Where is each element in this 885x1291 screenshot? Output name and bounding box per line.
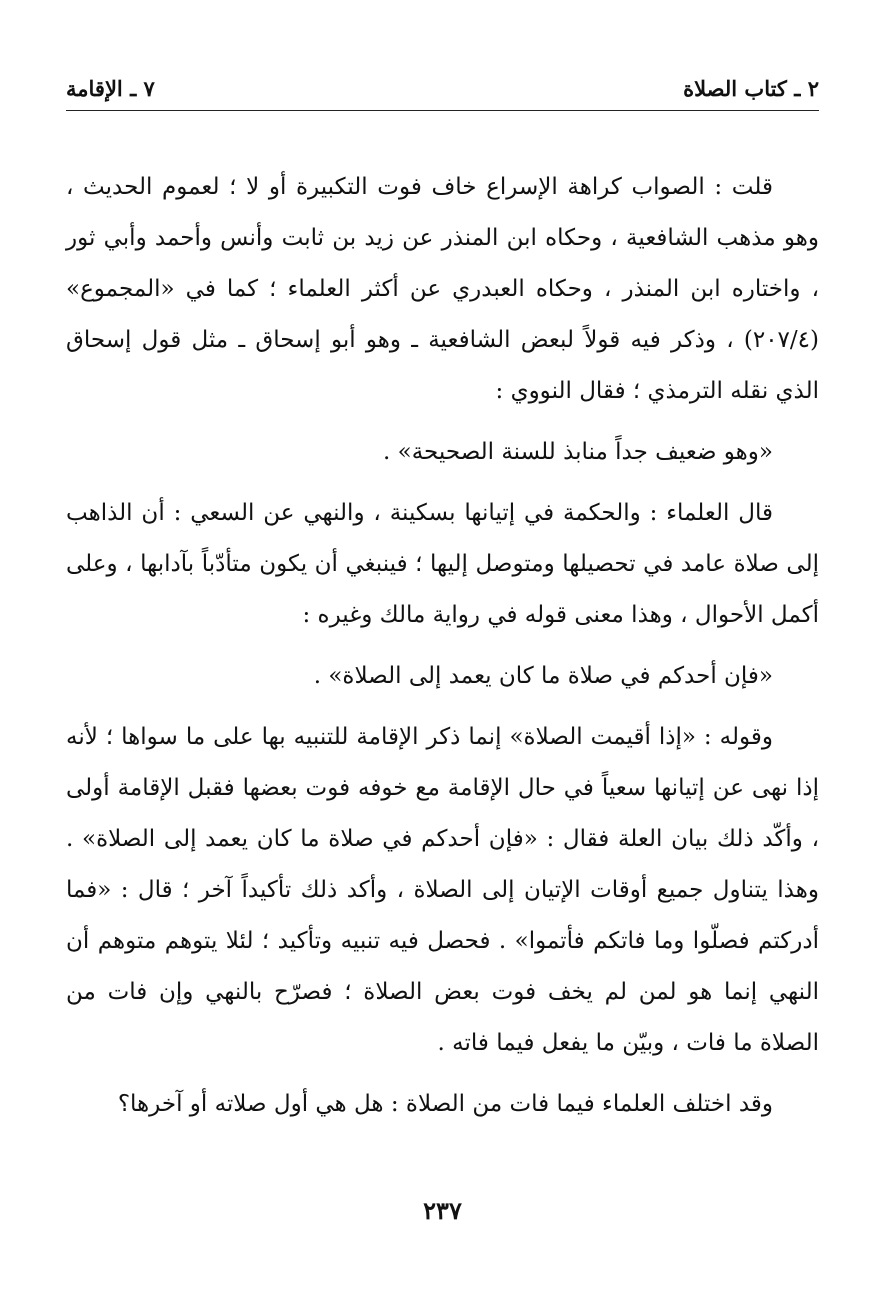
- quote-nawawi: «وهو ضعيف جداً منابذ للسنة الصحيحة» .: [383, 439, 773, 465]
- running-header: [66, 70, 819, 106]
- chapter-title: ٢ ـ كتاب الصلاة: [683, 75, 819, 101]
- section-title: ٧ ـ الإقامة: [66, 75, 155, 101]
- paragraph-2: قال العلماء : والحكمة في إتيانها بسكينة ، والنهي عن السعي : أن الذاهب إلى صلاة عامد في تحصيلها ومتوصل إليها ؛ فينبغي أن يكون متأدّباً بآدابها ، وعلى أكمل الأحوال ، وهذا معنى قوله في رواية مالك وغيره :: [66, 500, 819, 628]
- page-number: ٢٣٧: [423, 1196, 462, 1225]
- header-divider: [66, 110, 819, 111]
- quote-hadith: «فإن أحدكم في صلاة ما كان يعمد إلى الصلاة» .: [313, 663, 773, 689]
- main-text: [66, 162, 819, 1130]
- paragraph-1: قلت : الصواب كراهة الإسراع خاف فوت التكبيرة أو لا ؛ لعموم الحديث ، وهو مذهب الشافعية ، وحكاه ابن المنذر عن زيد بن ثابت وأنس وأحمد وأبي ثور ، واختاره ابن المنذر ، وحكاه العبدري عن أكثر العلماء ؛ كما في «المجموع» (٢٠٧/٤) ، وذكر فيه قولاً لبعض الشافعية ـ وهو أبو إسحاق ـ مثل قول إسحاق الذي نقله الترمذي ؛ فقال النووي :: [66, 174, 819, 404]
- paragraph-3: وقوله : «إذا أقيمت الصلاة» إنما ذكر الإقامة للتنبيه بها على ما سواها ؛ لأنه إذا نهى عن إتيانها سعياً في حال الإقامة مع خوفه فوت بعضها فقبل الإقامة أولى ، وأكّد ذلك بيان العلة فقال : «فإن أحدكم في صلاة ما كان يعمد إلى الصلاة» . وهذا يتناول جميع أوقات الإتيان إلى الصلاة ، وأكد ذلك تأكيداً آخر ؛ قال : «فما أدركتم فصلّوا وما فاتكم فأتموا» . فحصل فيه تنبيه وتأكيد ؛ لئلا يتوهم متوهم أن النهي إنما هو لمن لم يخف فوت بعض الصلاة ؛ فصرّح بالنهي وإن فات من الصلاة ما فات ، وبيّن ما يفعل فيما فاته .: [66, 724, 819, 1056]
- paragraph-4: وقد اختلف العلماء فيما فات من الصلاة : هل هي أول صلاته أو آخرها؟: [117, 1091, 773, 1117]
